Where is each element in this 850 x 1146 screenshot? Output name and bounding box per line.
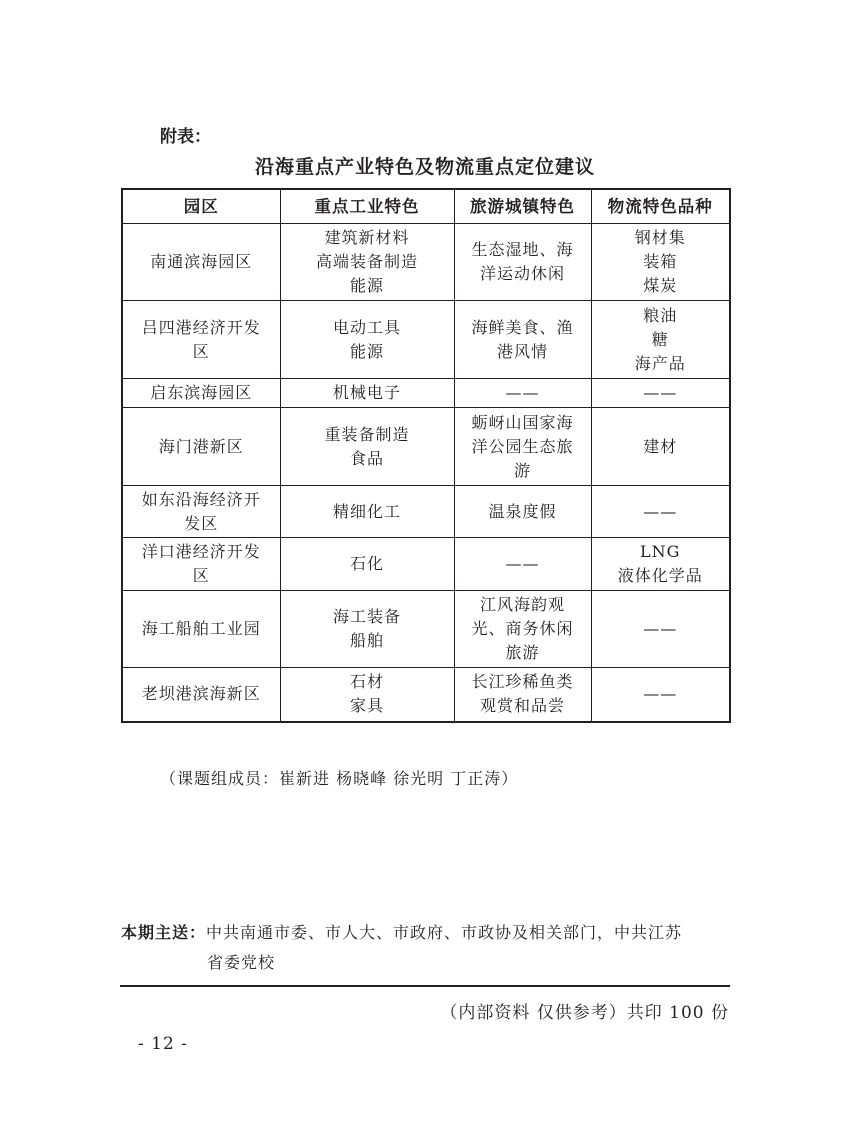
header-park: 园区 — [122, 189, 280, 224]
table-row — [122, 538, 730, 591]
cell-line: 煤炭 — [643, 276, 678, 295]
cell-line: 精细化工 — [332, 501, 401, 521]
cell-line: 粮油 — [643, 305, 678, 325]
cell-line: 液体化学品 — [617, 566, 703, 585]
cell-line: 温泉度假 — [488, 501, 557, 521]
distribution-line-2: 省委党校 — [207, 953, 276, 972]
table-cell-industry — [280, 379, 454, 408]
table-cell-industry — [280, 301, 454, 379]
cell-line: —— — [505, 383, 540, 402]
cell-line: 海门港新区 — [158, 436, 244, 456]
table-cell-logistics — [591, 538, 730, 591]
cell-line: 洋公园生态旅 — [471, 436, 574, 456]
cell-line: 钢材集 — [634, 228, 686, 247]
table-row — [122, 408, 730, 486]
cell-line: 老坝港滨海新区 — [141, 684, 261, 704]
table-row — [122, 301, 730, 379]
table-cell-tourism — [454, 668, 591, 722]
cell-line: —— — [643, 383, 678, 402]
table-cell-tourism — [454, 591, 591, 668]
cell-line: 建材 — [643, 436, 678, 456]
cell-line: 重装备制造 — [324, 424, 410, 444]
table-cell-logistics — [591, 379, 730, 408]
footer-note: （内部资料 仅供参考）共印 100 份 — [440, 1003, 729, 1023]
cell-line: 发区 — [184, 513, 219, 533]
cell-line: 港风情 — [496, 341, 548, 361]
cell-line: 江风海韵观 — [479, 595, 565, 614]
cell-line: 海工船舶工业园 — [141, 619, 261, 638]
header-industry: 重点工业特色 — [280, 189, 454, 224]
cell-line: 家具 — [349, 696, 384, 716]
cell-line: —— — [643, 501, 678, 521]
cell-line: 高端装备制造 — [315, 252, 418, 271]
table-cell-park — [122, 301, 280, 379]
appendix-label: 附表： — [160, 127, 211, 147]
cell-line: 能源 — [349, 341, 384, 361]
cell-line: 生态湿地、海 — [471, 240, 574, 259]
cell-line: 游 — [513, 460, 531, 480]
distribution-label: 本期主送： — [121, 923, 207, 942]
cell-line: 蛎岈山国家海 — [471, 412, 574, 432]
table-cell-industry — [280, 591, 454, 668]
cell-line: 建筑新材料 — [324, 228, 410, 247]
table-cell-tourism — [454, 408, 591, 486]
table-cell-tourism — [454, 224, 591, 301]
header-tourism: 旅游城镇特色 — [454, 189, 591, 224]
cell-line: 石化 — [349, 554, 384, 573]
table-cell-park — [122, 486, 280, 538]
cell-line: 海产品 — [634, 353, 686, 373]
cell-line: 启东滨海园区 — [150, 383, 253, 402]
research-team-credits: （课题组成员：崔新进 杨晓峰 徐光明 丁正涛） — [160, 769, 519, 788]
table-cell-logistics — [591, 408, 730, 486]
cell-line: 食品 — [349, 448, 384, 468]
header-logistics: 物流特色品种 — [591, 189, 730, 224]
table-cell-park — [122, 668, 280, 722]
cell-line: 如东沿海经济开 — [141, 489, 261, 509]
table-cell-tourism — [454, 379, 591, 408]
table-cell-industry — [280, 224, 454, 301]
table-cell-park — [122, 379, 280, 408]
table-cell-park — [122, 408, 280, 486]
cell-line: 南通滨海园区 — [150, 252, 253, 271]
table-cell-logistics — [591, 591, 730, 668]
cell-line: —— — [505, 554, 540, 573]
table-row — [122, 486, 730, 538]
table-cell-park — [122, 591, 280, 668]
table-cell-logistics — [591, 486, 730, 538]
table-cell-industry — [280, 538, 454, 591]
footer-divider — [120, 985, 730, 987]
cell-line: 海鲜美食、渔 — [471, 317, 574, 337]
cell-line: 机械电子 — [332, 383, 401, 402]
table-header-row — [122, 189, 730, 224]
table-cell-logistics — [591, 301, 730, 379]
table-title: 沿海重点产业特色及物流重点定位建议 — [254, 156, 595, 178]
cell-line: 区 — [192, 341, 210, 361]
cell-line: 糖 — [651, 329, 669, 349]
cell-line: 光、商务休闲 — [471, 619, 574, 638]
distribution-list — [121, 918, 731, 978]
table-cell-park — [122, 538, 280, 591]
positioning-table — [121, 188, 731, 723]
cell-line: —— — [643, 619, 678, 638]
table-cell-logistics — [591, 224, 730, 301]
cell-line: 能源 — [349, 276, 384, 295]
cell-line: 海工装备 — [332, 607, 401, 626]
table-row — [122, 668, 730, 722]
cell-line: 石材 — [349, 672, 384, 692]
table-row — [122, 224, 730, 301]
table-cell-logistics — [591, 668, 730, 722]
table-cell-industry — [280, 668, 454, 722]
cell-line: 吕四港经济开发 — [141, 317, 261, 337]
table-cell-industry — [280, 408, 454, 486]
cell-line: 洋口港经济开发 — [141, 542, 261, 561]
cell-line: 长江珍稀鱼类 — [471, 672, 574, 692]
cell-line: 旅游 — [505, 643, 540, 662]
table-body — [122, 224, 730, 722]
page-number: - 12 - — [138, 1034, 188, 1054]
table-cell-tourism — [454, 301, 591, 379]
cell-line: 电动工具 — [332, 317, 401, 337]
cell-line: —— — [643, 684, 678, 704]
cell-line: LNG — [640, 542, 681, 561]
table-row — [122, 591, 730, 668]
distribution-line-1: 中共南通市委、市人大、市政府、市政协及相关部门，中共江苏 — [206, 923, 683, 942]
cell-line: 观赏和品尝 — [479, 696, 565, 716]
table-cell-park — [122, 224, 280, 301]
cell-line: 区 — [192, 566, 210, 585]
cell-line: 装箱 — [643, 252, 678, 271]
table-cell-industry — [280, 486, 454, 538]
table-cell-tourism — [454, 486, 591, 538]
cell-line: 船舶 — [349, 631, 384, 650]
table-row — [122, 379, 730, 408]
cell-line: 洋运动休闲 — [479, 264, 565, 283]
table-cell-tourism — [454, 538, 591, 591]
